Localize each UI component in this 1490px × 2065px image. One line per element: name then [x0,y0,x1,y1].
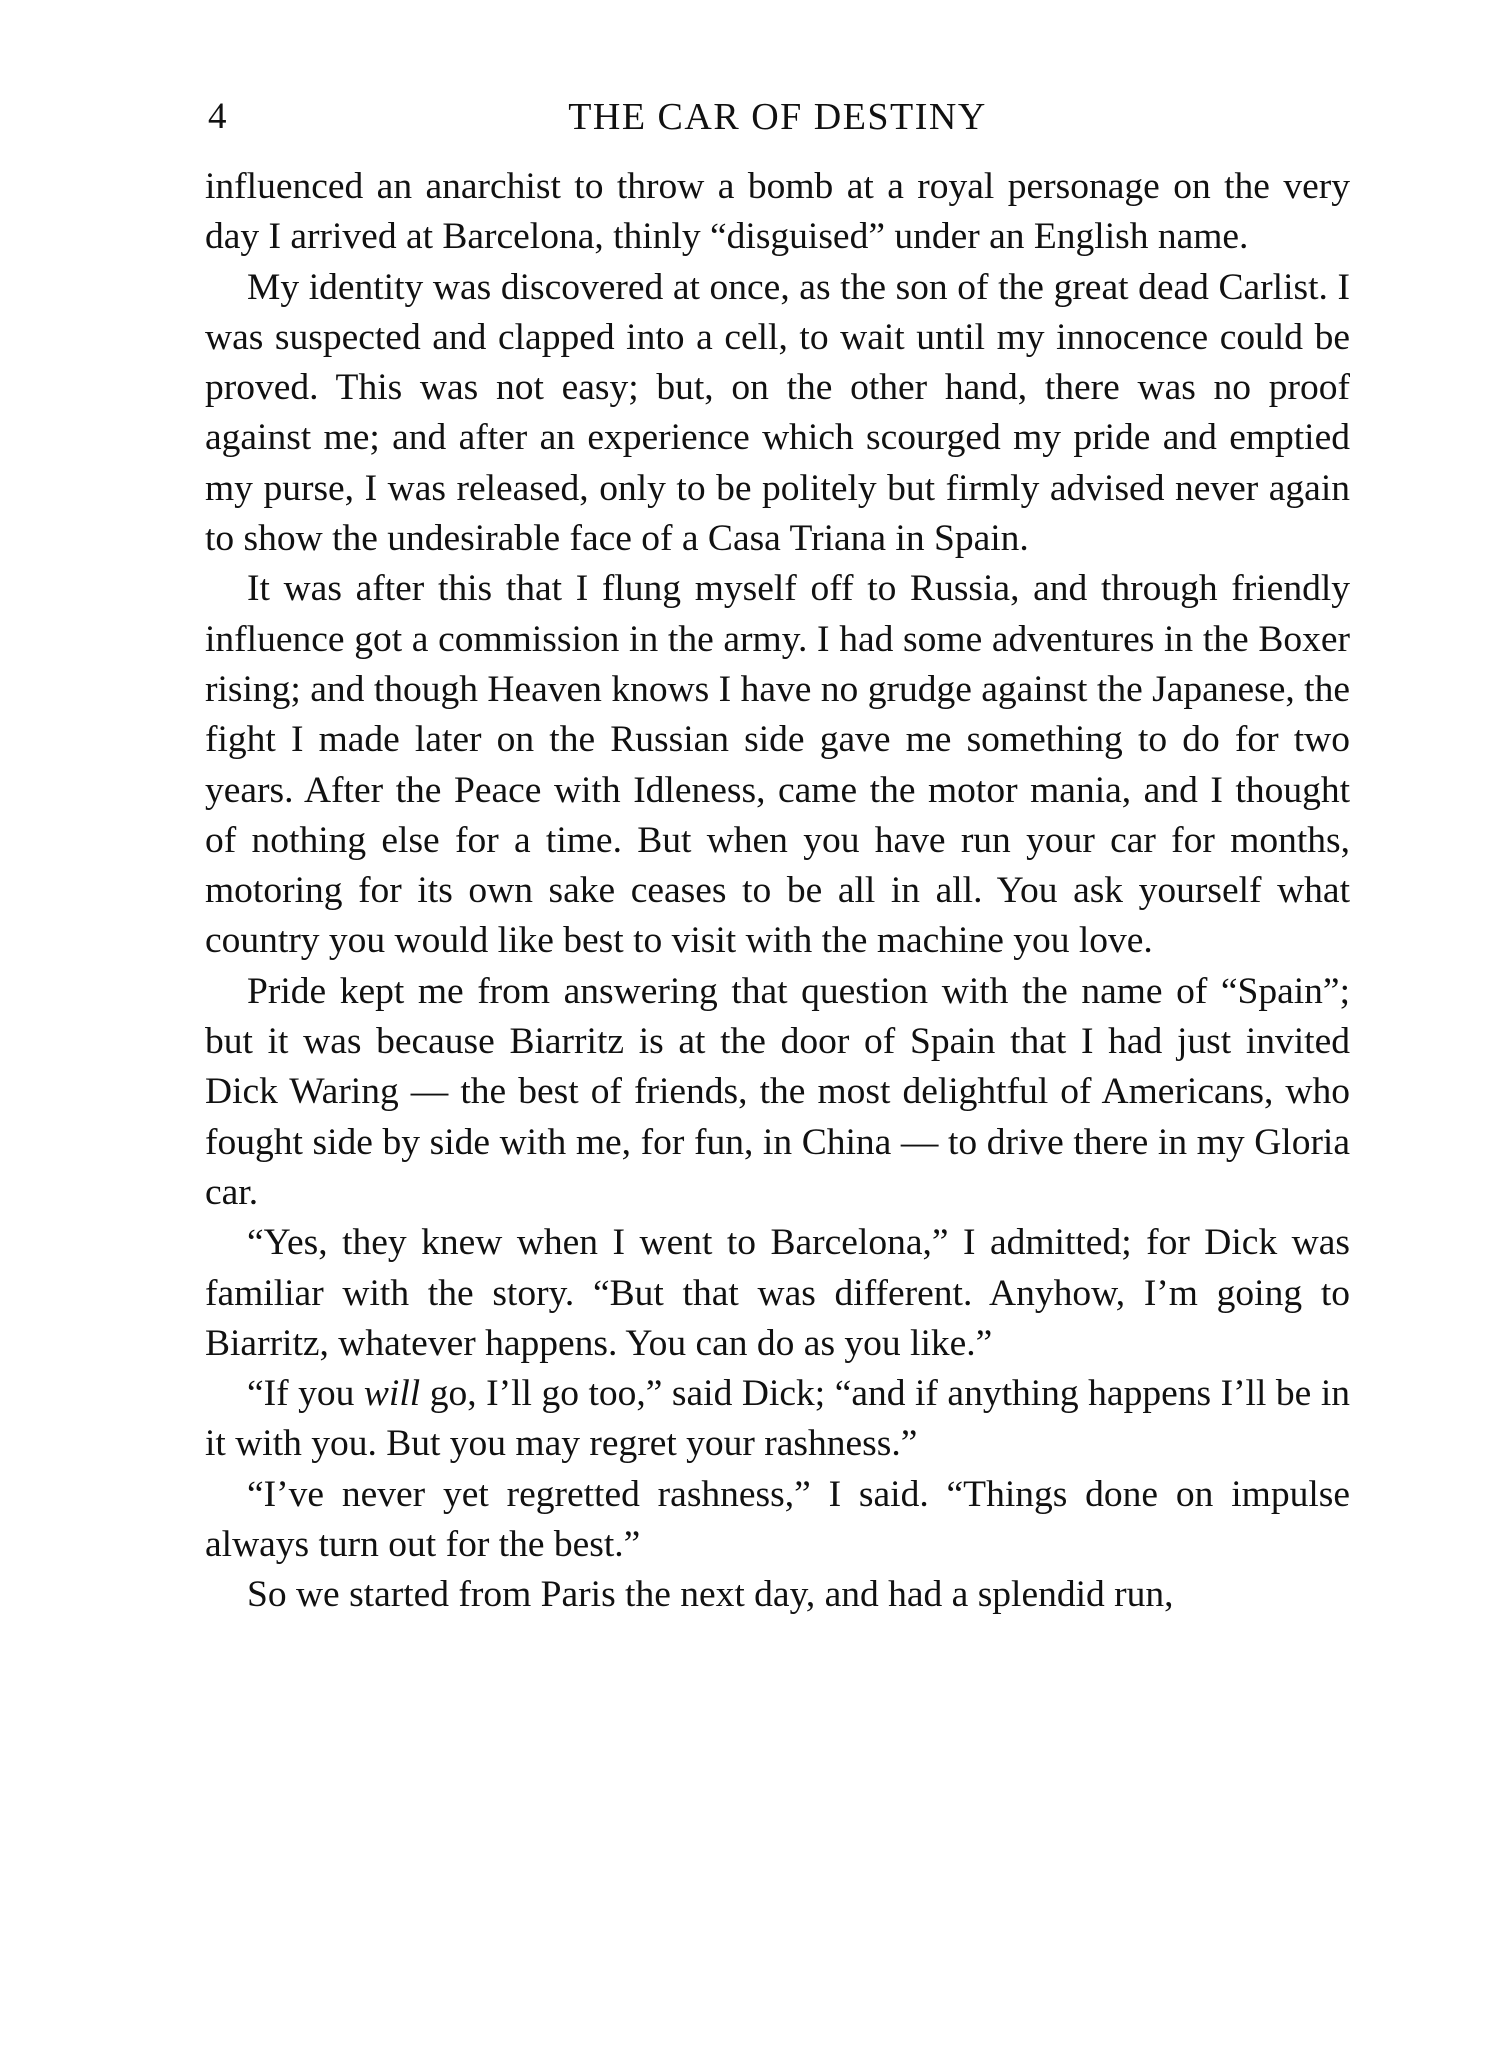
paragraph-6 [205,1369,1350,1470]
paragraph-2: My identity was discovered at once, as the son of the great dead Carlist. I was suspected and clapped into a cell, to wait until my innocence could be proved. This was not easy; but, on the other hand, there was no proof against me; and after an experience which scourged my pride and emptied my purse, I was released, only to be politely but firmly advised never again to show the undesirable face of a Casa Triana in Spain. [205,266,1350,560]
book-page [205,92,1350,1621]
running-title: THE CAR OF DESTINY [568,96,987,138]
paragraph-3: It was after this that I flung myself off to Russia, and through friendly influence got a commission in the army. I had some adventures in the Boxer rising; and though Heaven knows I have no grudge against the Japanese, the fight I made later on the Russian side gave me something to do for two years. After the Peace with Idleness, came the motor mania, and I thought of nothing else for a time. But when you have run your car for months, motoring for its own sake ceases to be all in all. You ask yourself what country you would like best to visit with the machine you love. [205,568,1350,962]
paragraph-5: “Yes, they knew when I went to Barcelona,” I admitted; for Dick was familiar with the story. “But that was different. Anyhow, I’m going to Biarritz, whatever happens. You can do as you like.” [205,1222,1350,1364]
paragraph-8: So we started from Paris the next day, and had a splendid run, [247,1574,1174,1616]
running-head [205,92,1350,142]
paragraph-6-after: go, I’ll go too,” said Dick; “and if anything happens I’ll be in it with you. But you may regret your rashness.” [205,1373,1351,1465]
paragraph-4: Pride kept me from answering that question with the name of “Spain”; but it was because Biarritz is at the door of Spain that I had just invited Dick Waring — the best of friends, the most delightful of Americans, who fought side by side with me, for fun, in China — to drive there in my Gloria car. [205,970,1350,1213]
body-text [205,162,1350,1621]
page-number: 4 [208,96,227,137]
emphasis-will: will [363,1373,421,1415]
paragraph-1: influenced an anarchist to throw a bomb at a royal personage on the very day I arrived at Barcelona, thinly “disguised” under an English name. [205,166,1350,258]
paragraph-7: “I’ve never yet regretted rashness,” I said. “Things done on impulse always turn out for the best.” [205,1473,1350,1566]
paragraph-6-before: “If you [247,1373,364,1415]
